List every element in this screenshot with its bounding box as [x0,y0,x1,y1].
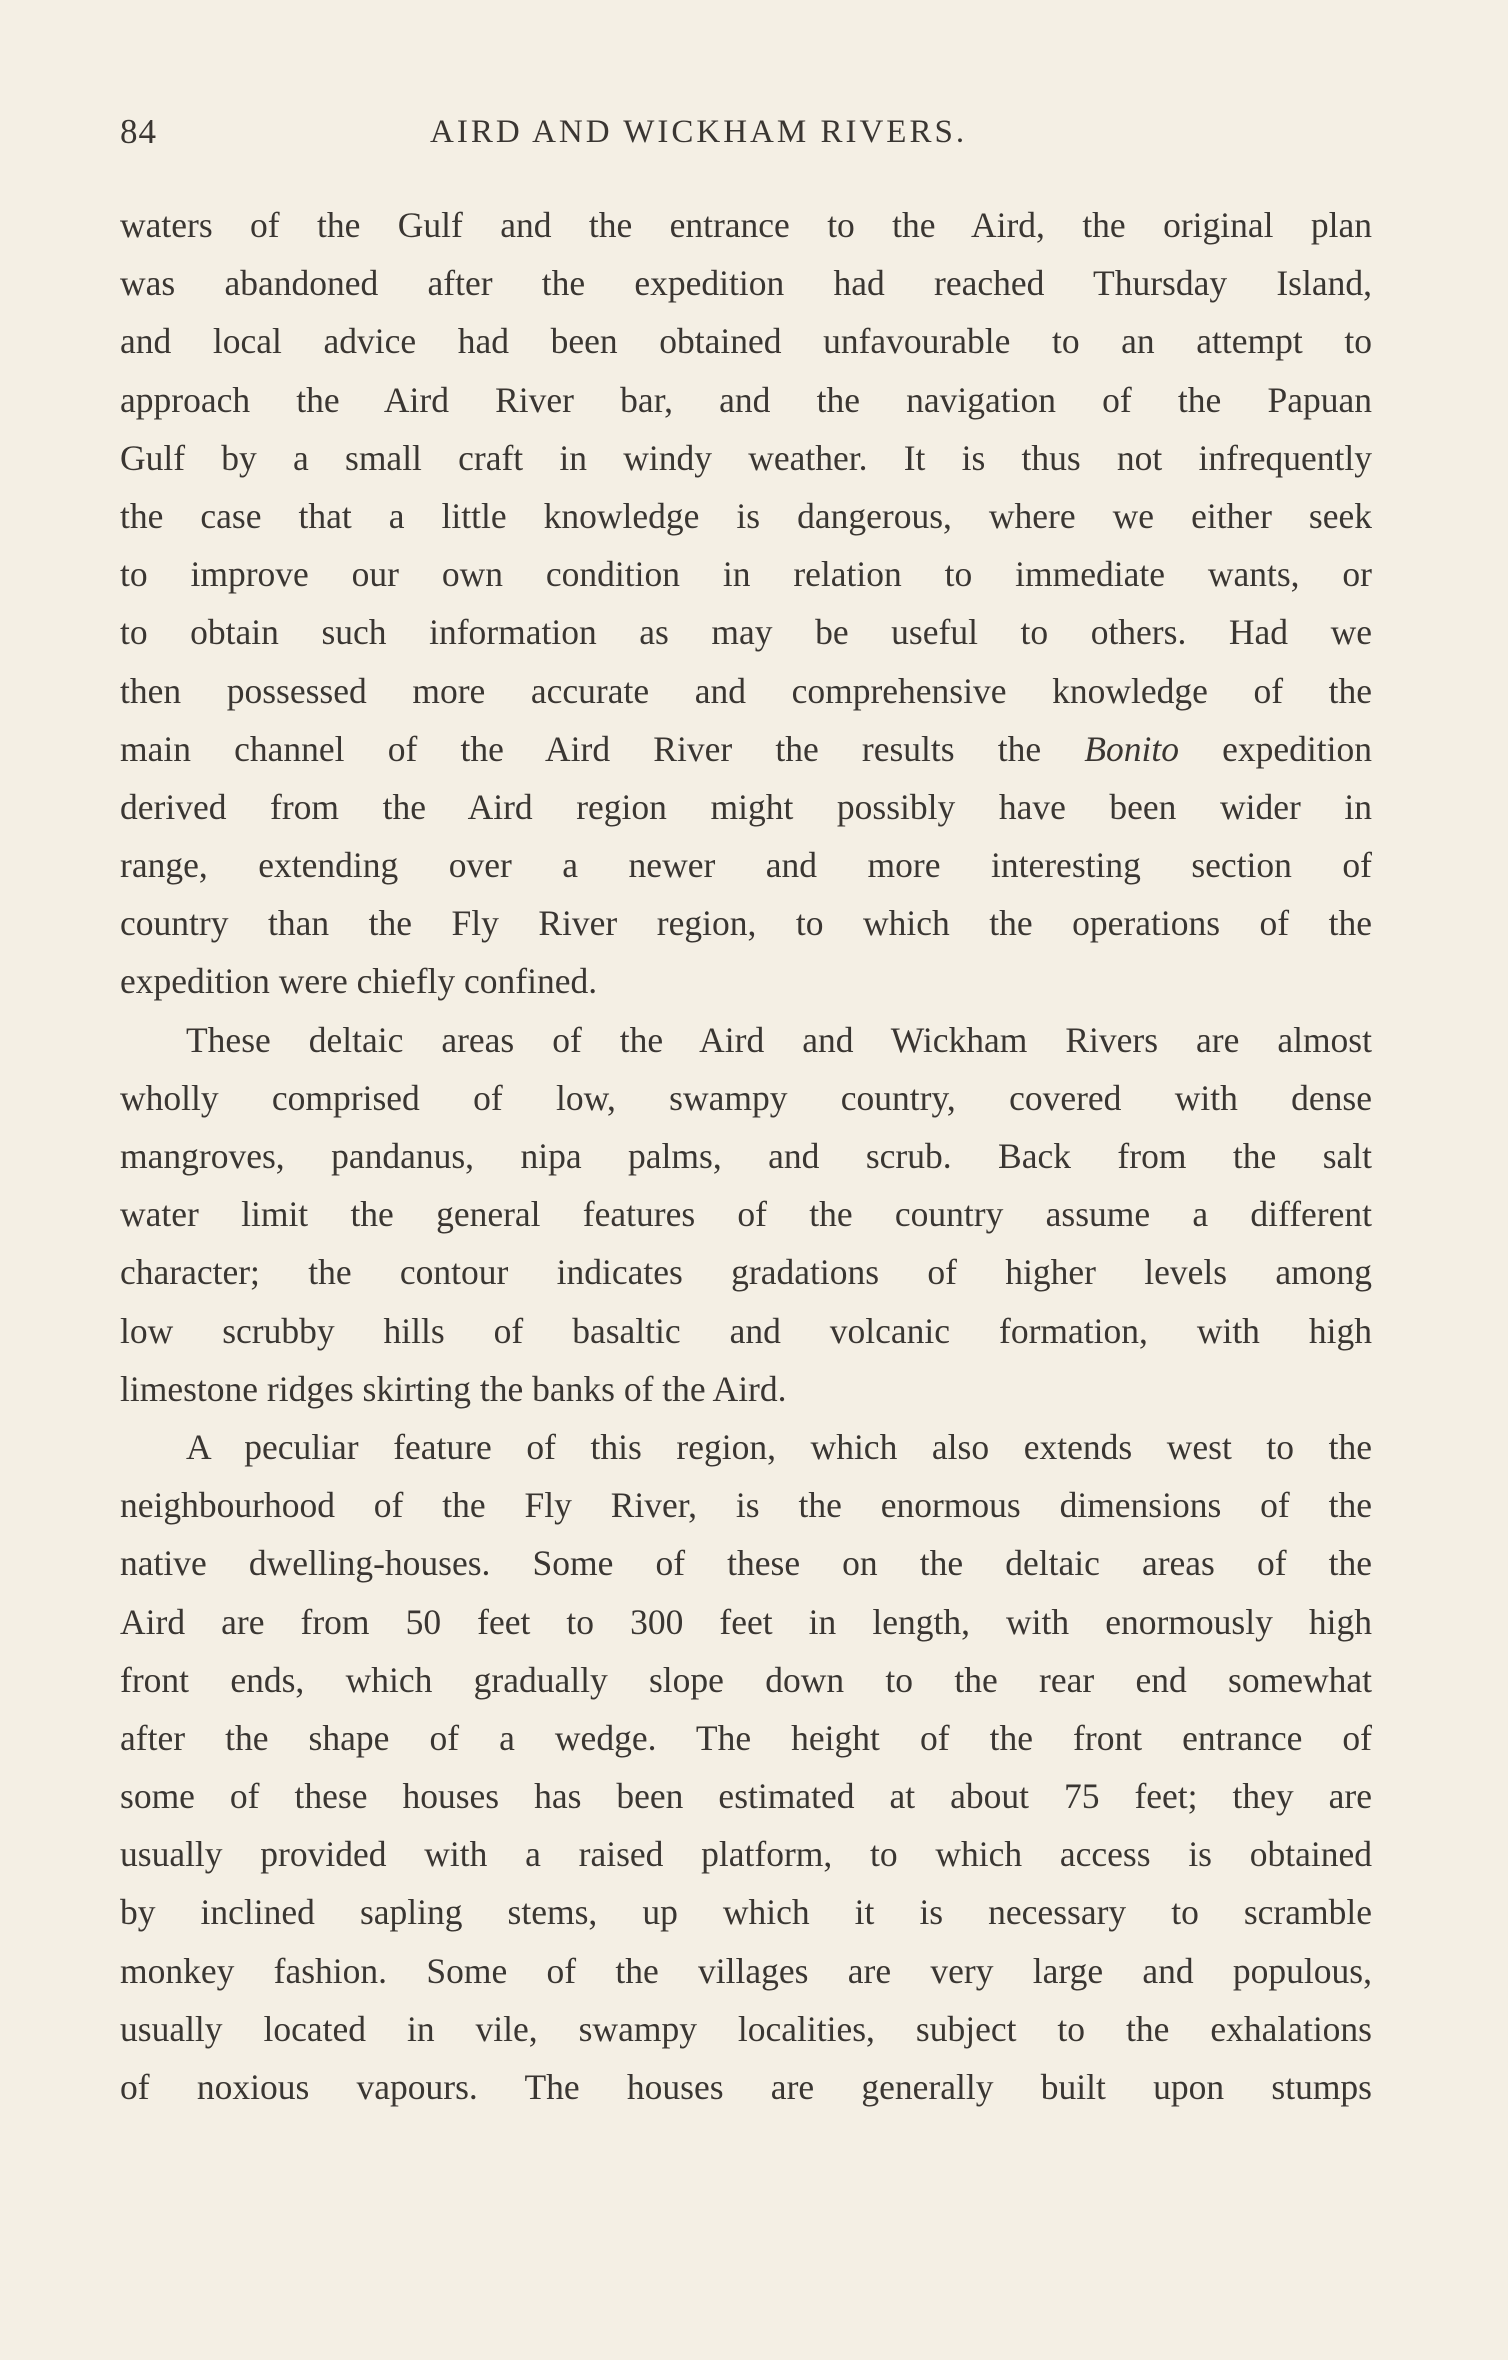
running-head [120,112,1372,162]
text-line: character; the contour indicates gradations of higher levels among [120,1252,1372,1293]
text-line: expedition were chiefly confined. [120,961,598,1002]
text-line: neighbourhood of the Fly River, is the enormous dimensions of the [120,1485,1372,1526]
text-line: usually provided with a raised platform, to which access is obtained [120,1834,1372,1875]
text-line: of noxious vapours. The houses are generally built upon stumps [120,2067,1372,2107]
text-line: approach the Aird River bar, and the navigation of the Papuan [120,379,1372,420]
body-text [120,196,1372,2116]
text-line: limestone ridges skirting the banks of the Aird. [120,1368,787,1409]
paragraph-3 [120,1418,1372,2116]
text-line: waters of the Gulf and the entrance to the Aird, the original plan [120,205,1372,245]
text-line: range, extending over a newer and more interesting section of [120,845,1372,886]
text-line: monkey fashion. Some of the villages are very large and populous, [120,1950,1372,1991]
text-line: Gulf by a small craft in windy weather. It is thus not infrequently [120,437,1372,478]
text-fragment: main channel of the Aird River the results the [120,728,1085,769]
text-fragment: expedition [1178,728,1372,769]
text-line: and local advice had been obtained unfavourable to an attempt to [120,321,1372,362]
text-line: the case that a little knowledge is dangerous, where we either seek [120,495,1372,536]
ship-name-italic: Bonito [1084,728,1179,769]
text-line: low scrubby hills of basaltic and volcanic formation, with high [120,1310,1372,1351]
text-line-with-italic [120,720,1372,778]
text-line: then possessed more accurate and comprehensive knowledge of the [120,670,1372,711]
text-line: country than the Fly River region, to which the operations of the [120,903,1372,944]
text-line: derived from the Aird region might possibly have been wider in [120,786,1372,827]
text-line: usually located in vile, swampy localities, subject to the exhalations [120,2008,1372,2049]
text-line: wholly comprised of low, swampy country, covered with dense [120,1077,1372,1118]
text-line: was abandoned after the expedition had reached Thursday Island, [120,263,1372,304]
text-line: to improve our own condition in relation to immediate wants, or [120,554,1372,595]
text-line: front ends, which gradually slope down to the rear end somewhat [120,1659,1372,1700]
text-line: native dwelling-houses. Some of these on the deltaic areas of the [120,1543,1372,1584]
paragraph-2 [120,1011,1372,1418]
text-line: some of these houses has been estimated at about 75 feet; they are [120,1776,1372,1817]
text-line: to obtain such information as may be useful to others. Had we [120,612,1372,653]
text-line: by inclined sapling stems, up which it is necessary to scramble [120,1892,1372,1933]
paragraph-1 [120,196,1372,1011]
text-line: mangroves, pandanus, nipa palms, and scrub. Back from the salt [120,1136,1372,1176]
text-line: water limit the general features of the country assume a different [120,1194,1372,1235]
text-line: after the shape of a wedge. The height of the front entrance of [120,1717,1372,1758]
page-number: 84 [120,112,157,151]
text-line: A peculiar feature of this region, which also extends west to the [186,1426,1372,1467]
running-title: AIRD AND WICKHAM RIVERS. [430,114,968,150]
text-line: Aird are from 50 feet to 300 feet in length, with enormously high [120,1601,1372,1642]
text-line: These deltaic areas of the Aird and Wickham Rivers are almost [186,1019,1372,1060]
